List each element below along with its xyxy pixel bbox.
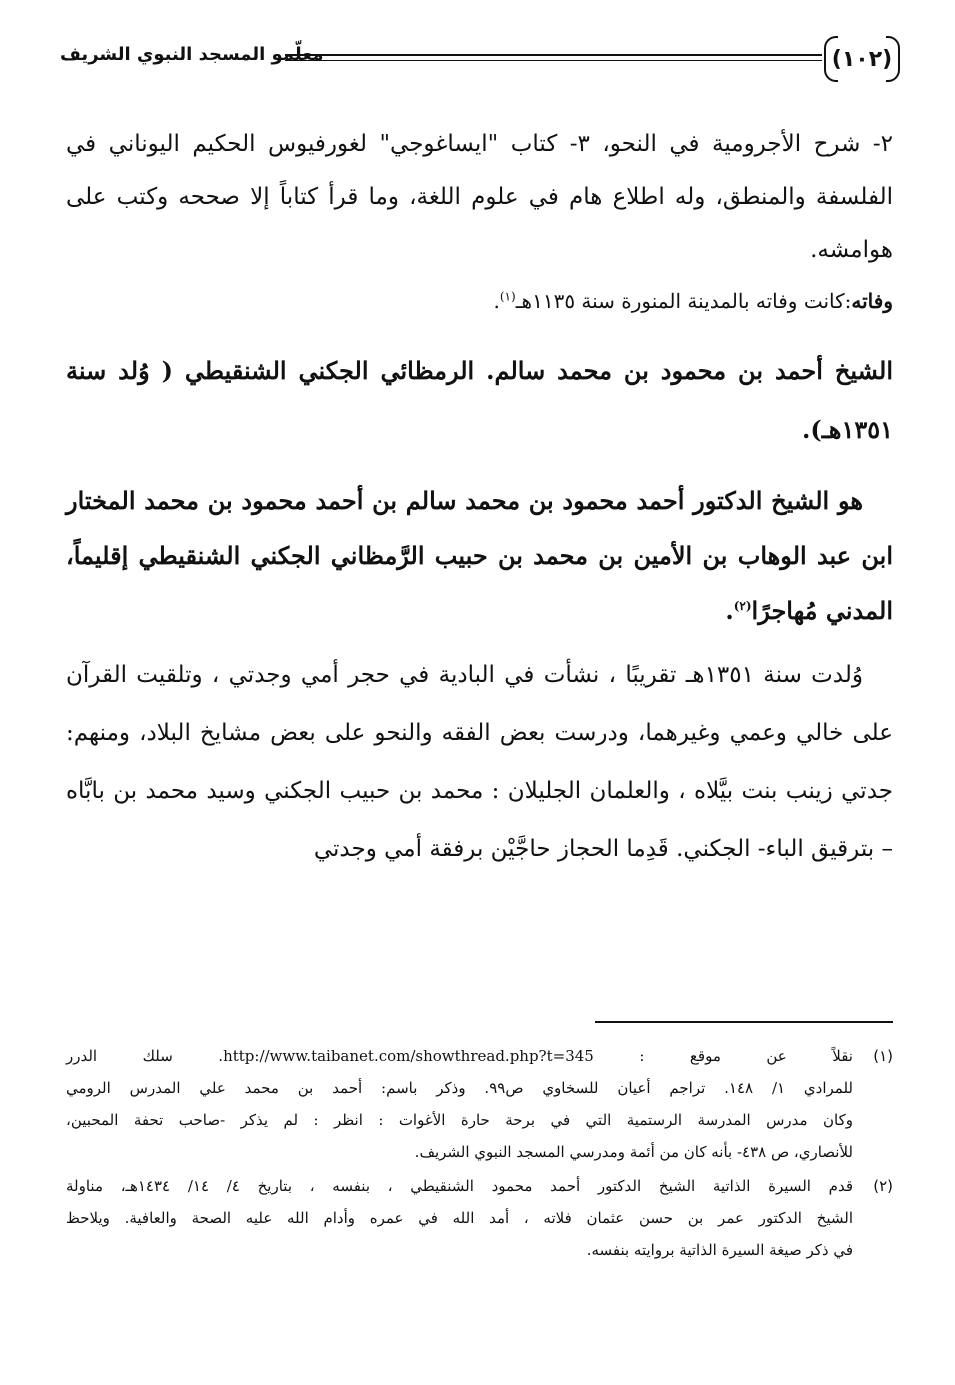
footnote-number: (١) xyxy=(873,1047,893,1065)
footnote-line: للمرادي ١/ ١٤٨. تراجم أعيان للسخاوي ص٩٩. وذكر باسم: أحمد بن محمد علي المدرس الرومي xyxy=(66,1079,854,1097)
footnote-text xyxy=(66,1040,853,1168)
footnote-ref-2[interactable]: (٢) xyxy=(733,599,752,613)
footnote-line: وكان مدرس المدرسة الرستمية التي في برحة حارة الأغوات : انظر : لم يذكر -صاحب تحفة المحبين، xyxy=(66,1111,853,1129)
bio-text: هو الشيخ الدكتور أحمد محمود بن محمد سالم بن أحمد محمود بن محمد المختار ابن عبد الوهاب بن الأمين بن محمد بن حبيب الرَّمظاني الجكني الشنقيطي إقليماً، المدني مُهاجرًا xyxy=(66,486,893,625)
footnote-separator xyxy=(595,1021,893,1023)
running-title: معلّمو المسجد النبوي الشريف xyxy=(60,44,324,65)
footnote-ref-1[interactable]: (١) xyxy=(499,289,516,304)
works-list-paragraph: ٢- شرح الأجرومية في النحو، ٣- كتاب "ايساغوجي" لغورفيوس الحكيم اليوناني في الفلسفة والمنطق، وله اطلاع هام في علوم اللغة، وما قرأ كتاباً إلا صححه وكتب على هوامشه. xyxy=(66,131,893,263)
main-text xyxy=(66,118,893,878)
footnote-1 xyxy=(66,1040,893,1168)
footnote-line: للأنصاري، ص ٤٣٨- بأنه كان من أئمة ومدرسي المسجد النبوي الشريف. xyxy=(414,1143,853,1161)
section-heading: الشيخ أحمد بن محمود بن محمد سالم. الرمظائي الجكني الشنقيطي ( وُلد سنة ١٣٥١هـ). xyxy=(66,356,893,444)
page-number-box xyxy=(824,34,900,84)
page-number: (١٠٢) xyxy=(831,46,893,72)
footnote-2 xyxy=(66,1170,893,1266)
page-number-left-bracket xyxy=(824,36,838,82)
bio-end: . xyxy=(725,596,734,625)
death-end: . xyxy=(493,289,500,313)
footnote-line: الشيخ الدكتور عمر بن حسن عثمان فلاته ، أمد الله في عمره وأدام الله عليه الصحة والعافية. ويلاحظ xyxy=(66,1209,853,1227)
running-header xyxy=(60,34,900,86)
footnote-line: نقلاً عن موقع : http://www.taibanet.com/showthread.php?t=345. سلك الدرر xyxy=(66,1047,853,1065)
footnote-number: (٢) xyxy=(873,1177,893,1195)
header-rule xyxy=(285,54,822,61)
bio-paragraph xyxy=(66,473,893,638)
page-number-right-bracket xyxy=(886,36,900,82)
footnote-text xyxy=(66,1170,853,1266)
footnote-line: قدم السيرة الذاتية الشيخ الدكتور أحمد محمود الشنقيطي ، بنفسه ، بتاريخ ٤/ ١٤/ ١٤٣٤هـ، مناولة xyxy=(66,1177,854,1195)
narrative-paragraph: وُلدت سنة ١٣٥١هـ تقريبًا ، نشأت في البادية في حجر أمي وجدتي ، وتلقيت القرآن على خالي وعمي وغيرهما، ودرست بعض الفقه والنحو على بعض مشايخ البلاد، ومنهم: جدتي زينب بنت بيَّلاه ، والعلمان الجليلان : محمد بن حبيب الجكني وسيد محمد بن بابَّاه – بترقيق الباء- الجكني. قَدِما الحجاز حاجَّيْن برفقة أمي وجدتي xyxy=(66,662,893,862)
footnote-line: في ذكر صيغة السيرة الذاتية بروايته بنفسه. xyxy=(586,1241,853,1259)
death-text: :كانت وفاته بالمدينة المنورة سنة ١١٣٥هـ xyxy=(515,289,852,313)
footnotes xyxy=(66,1040,893,1268)
death-paragraph xyxy=(66,281,893,321)
death-label: وفاته xyxy=(851,289,893,313)
